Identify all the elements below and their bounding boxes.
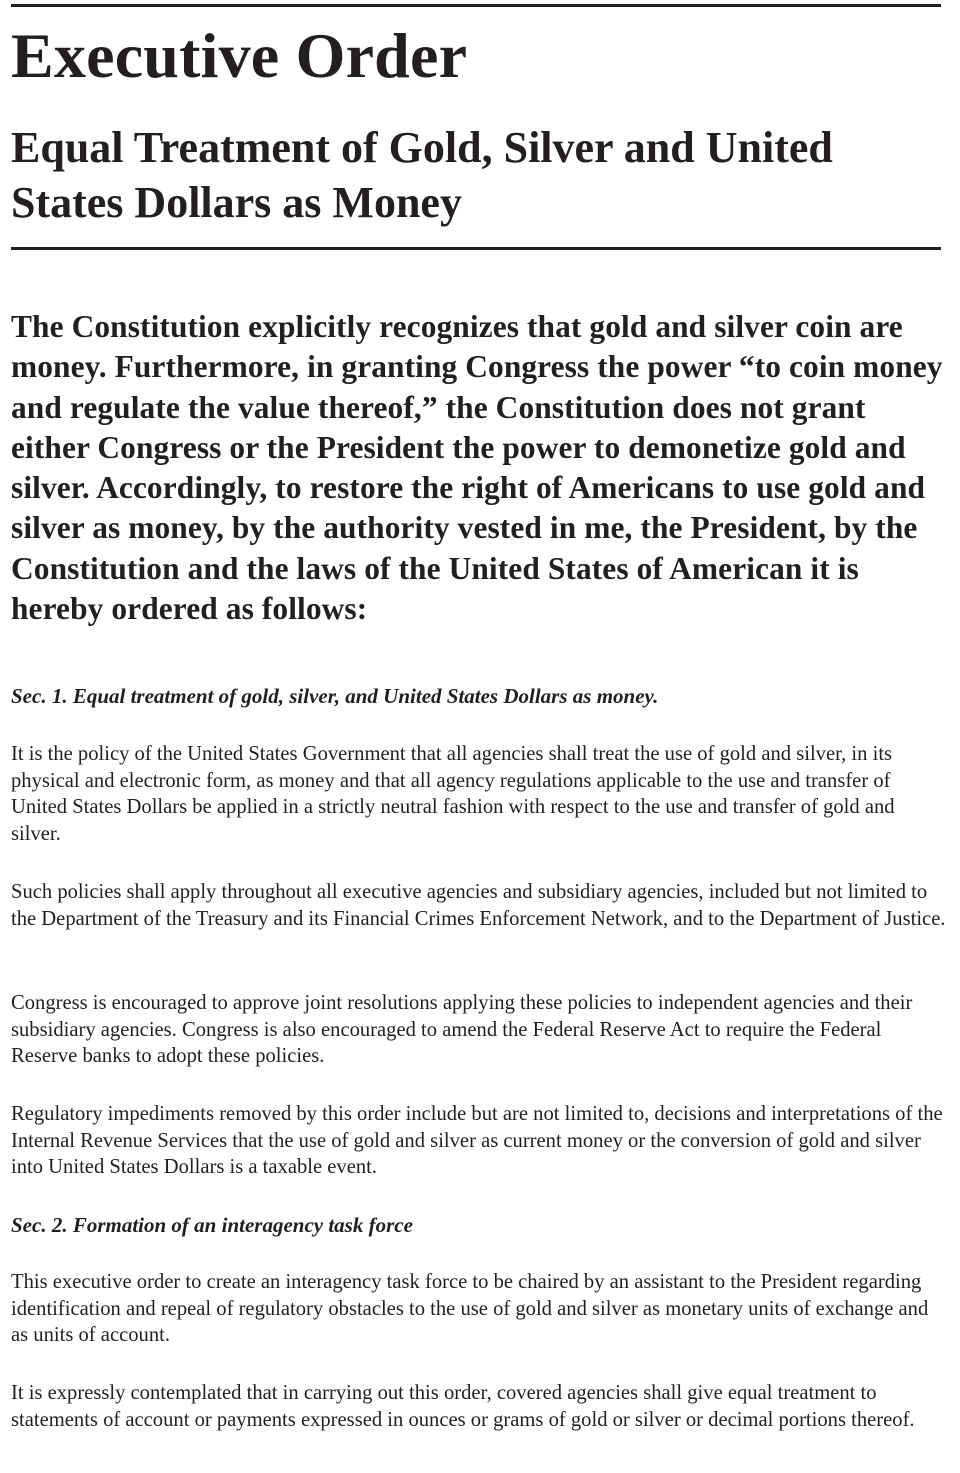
header-divider xyxy=(11,247,941,250)
section-1-paragraph-4: Regulatory impediments removed by this order include but are not limited to, decisions and interpretations of the Internal Revenue Services that the use of gold and silver as current money or the conversion of gold and silver into United States Dollars is a taxable event. xyxy=(11,1103,943,1179)
top-divider xyxy=(11,4,941,7)
section-1-paragraph-1: It is the policy of the United States Government that all agencies shall treat the use of gold and silver, in its physical and electronic form, as money and that all agency regulations applicable to the use and transfer of United States Dollars be applied in a strictly neutral fashion with respect to the use and transfer of gold and silver. xyxy=(11,743,895,845)
document-title: Executive Order xyxy=(11,20,468,91)
section-1-paragraph-3: Congress is encouraged to approve joint resolutions applying these policies to independent agencies and their subsidiary agencies. Congress is also encouraged to amend the Federal Reserve Act to require the Federal Reserve banks to adopt these policies. xyxy=(11,992,913,1068)
preamble-paragraph: The Constitution explicitly recognizes that gold and silver coin are money. Furthermore, in granting Congress the power “to coin money and regulate the value thereof,” the Constitution does not grant either Congress or the President the power to demonetize gold and silver. Accordingly, to restore the right of Americans to use gold and silver as money, by the authority vested in me, the President, by the Constitution and the laws of the United States of American it is hereby ordered as follows: xyxy=(11,309,943,627)
section-2-heading: Sec. 2. Formation of an interagency task force xyxy=(11,1213,413,1237)
section-2-paragraph-1: This executive order to create an interagency task force to be chaired by an assistant to the President regarding identification and repeal of regulatory obstacles to the use of gold and silver as monetary units of exchange and as units of account. xyxy=(11,1271,929,1347)
document-subtitle: Equal Treatment of Gold, Silver and United States Dollars as Money xyxy=(11,123,833,227)
section-2-paragraph-2: It is expressly contemplated that in carrying out this order, covered agencies shall give equal treatment to statements of account or payments expressed in ounces or grams of gold or silver or decimal portions thereof. xyxy=(11,1382,915,1431)
section-1-paragraph-2: Such policies shall apply throughout all executive agencies and subsidiary agencies, included but not limited to the Department of the Treasury and its Financial Crimes Enforcement Network, and to the Department of Justice. xyxy=(11,881,946,930)
section-1-heading: Sec. 1. Equal treatment of gold, silver, and United States Dollars as money. xyxy=(11,684,659,708)
